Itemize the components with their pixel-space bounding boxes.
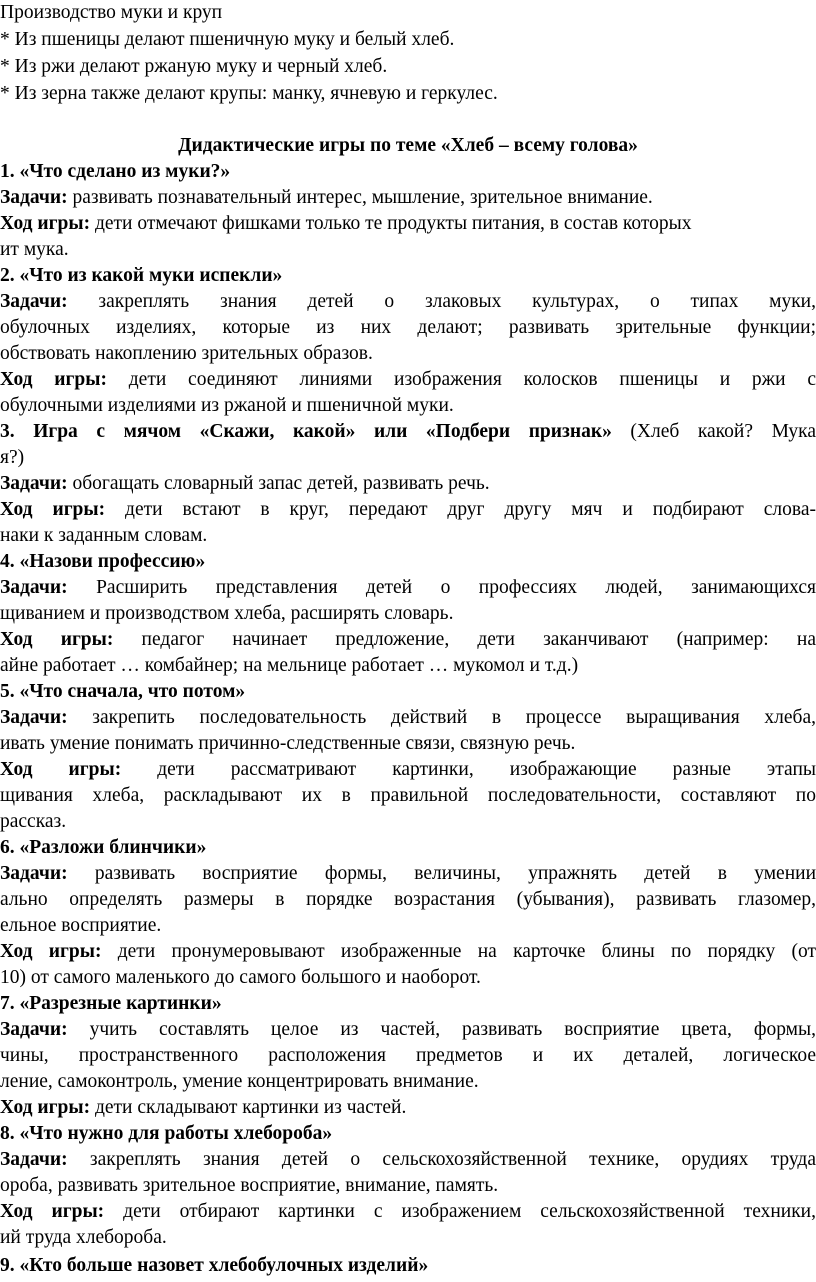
game-move [0,211,816,237]
intro-item: * Из пшеницы делают пшеничную муку и белый хлеб. [0,29,455,50]
game-title: 4. «Назови профессию» [0,551,206,572]
tasks-text: учить составлять целое из частей, развивать восприятие цвета, формы, [67,1019,816,1040]
move-label: Ход игры: [0,213,91,234]
tasks-text: обулочных изделиях, которые из них делают; развивать зрительные функции; [0,317,816,338]
move-label: Ход игры: [0,941,102,962]
tasks-text: закрепить последовательность действий в процессе выращивания хлеба, [67,707,816,728]
game-tasks [0,575,816,601]
intro-item: * Из зерна также делают крупы: манку, ячневую и геркулес. [0,83,498,104]
tasks-label: Задачи: [0,187,68,208]
move-text: ит мука. [0,239,69,260]
move-label: Ход игры: [0,759,122,780]
tasks-label: Задачи: [0,1149,68,1170]
game-move [0,757,816,783]
game-title: 7. «Разрезные картинки» [0,993,222,1014]
move-text: педагог начинает предложение, дети заканчивают (например: на [113,629,816,650]
game-title: 2. «Что из какой муки испекли» [0,265,283,286]
game-move [0,1199,816,1225]
move-label: Ход игры: [0,1201,105,1222]
game-title-row [0,419,816,445]
move-label: Ход игры: [0,499,106,520]
game-move [0,627,816,653]
move-text: наки к заданным словам. [0,525,208,546]
move-text: дети отбирают картинки с изображением сельскохозяйственной техники, [104,1201,816,1222]
move-label: Ход игры: [0,1097,91,1118]
game-tasks [0,861,816,887]
tasks-label: Задачи: [0,473,68,494]
tasks-text: ление, самоконтроль, умение концентрировать внимание. [0,1071,479,1092]
game-tasks [0,471,816,497]
tasks-label: Задачи: [0,707,68,728]
game-move [0,367,816,393]
game-tasks [0,1147,816,1173]
move-text: дети встают в круг, передают друг другу мяч и подбирают слова- [105,499,816,520]
move-text: 10) от самого маленького до самого большого и наоборот. [0,967,481,988]
game-move [0,1095,816,1121]
tasks-text: щиванием и производством хлеба, расширять словарь. [0,603,454,624]
intro-item: * Из ржи делают ржаную муку и черный хлеб. [0,56,388,77]
tasks-text: ельное восприятие. [0,915,162,936]
section-heading: Дидактические игры по теме «Хлеб – всему голова» [178,135,638,156]
game-tasks [0,1017,816,1043]
game-title: 9. «Кто больше назовет хлебобулочных изделий» [0,1255,429,1276]
game-title: 5. «Что сначала, что потом» [0,681,246,702]
move-text: обулочными изделиями из ржаной и пшеничной муки. [0,395,454,416]
tasks-label: Задачи: [0,863,68,884]
game-title: 1. «Что сделано из муки?» [0,161,231,182]
tasks-label: Задачи: [0,577,68,598]
game-title: 8. «Что нужно для работы хлебороба» [0,1123,333,1144]
move-text: дети пронумеровывают изображенные на карточке блины по порядку (от [101,941,816,962]
game-tasks [0,185,816,211]
move-text: дети рассматривают картинки, изображающие разные этапы [121,759,816,780]
game-move [0,497,816,523]
move-label: Ход игры: [0,629,114,650]
tasks-text: развивать познавательный интерес, мышление, зрительное внимание. [67,187,653,208]
game-title: 6. «Разложи блинчики» [0,837,207,858]
tasks-text: Расширить представления детей о профессиях людей, занимающихся [67,577,816,598]
tasks-text: обогащать словарный запас детей, развивать речь. [67,473,490,494]
intro-title: Производство муки и круп [0,2,223,23]
move-text: айне работает … комбайнер; на мельнице работает … мукомол и т.д.) [0,655,579,676]
tasks-label: Задачи: [0,1019,68,1040]
tasks-text: ально определять размеры в порядке возрастания (убывания), развивать глазомер, [0,889,816,910]
move-text: дети отмечают фишками только те продукты питания, в состав которых [90,213,692,234]
game-tasks [0,705,816,731]
tasks-text: закреплять знания детей о сельскохозяйственной технике, орудиях труда [67,1149,816,1170]
move-text: щивания хлеба, раскладывают их в правильной последовательности, составляют по [0,785,816,806]
game-title: 3. Игра с мячом «Скажи, какой» или «Подбери признак» [0,421,612,442]
tasks-text: ивать умение понимать причинно-следственные связи, связную речь. [0,733,576,754]
game-title-rest: я?) [0,447,25,468]
tasks-text: развивать восприятие формы, величины, упражнять детей в умении [67,863,816,884]
move-text: ий труда хлебороба. [0,1227,167,1248]
game-tasks [0,289,816,315]
move-label: Ход игры: [0,369,107,390]
tasks-text: закреплять знания детей о злаковых культурах, о типах муки, [67,291,816,312]
tasks-text: обствовать накоплению зрительных образов. [0,343,373,364]
move-text: дети складывают картинки из частей. [90,1097,407,1118]
move-text: дети соединяют линиями изображения колосков пшеницы и ржи с [106,369,816,390]
tasks-text: ороба, развивать зрительное восприятие, внимание, память. [0,1175,499,1196]
game-move [0,939,816,965]
move-text: рассказ. [0,811,67,832]
tasks-label: Задачи: [0,291,68,312]
tasks-text: чины, пространственного расположения предметов и их деталей, логическое [0,1045,816,1066]
game-title-rest: (Хлеб какой? Мука [611,421,816,442]
